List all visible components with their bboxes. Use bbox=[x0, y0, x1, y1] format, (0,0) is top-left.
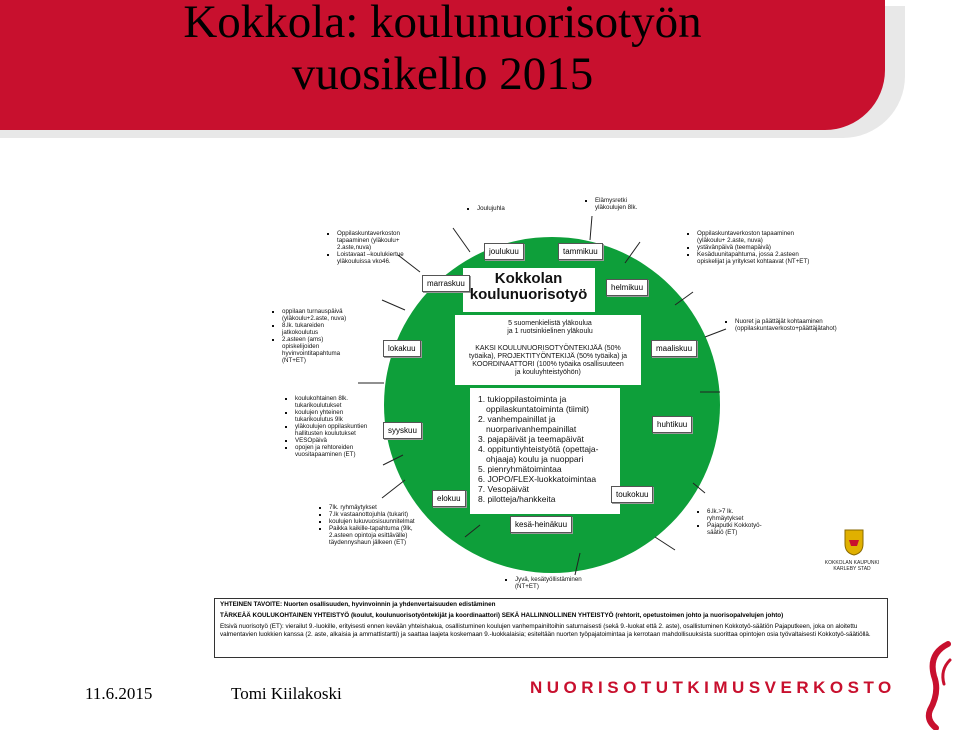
wheel-staff-line2: työaika), PROJEKTITYÖNTEKIJÄ (50% työaika) ja bbox=[469, 353, 627, 360]
note-item: ▪ 2.asteen (ams) opiskelijoiden hyvinvointitapahtuma (NT+ET) bbox=[282, 336, 360, 364]
note-marraskuu bbox=[330, 230, 415, 265]
note-lokakuu bbox=[275, 308, 360, 364]
city-crest-caption bbox=[823, 560, 881, 572]
month-lokakuu: lokakuu bbox=[383, 340, 421, 357]
wheel-staff-line1: KAKSI KOULUNUORISOTYÖNTEKIJÄÄ (50% bbox=[475, 345, 621, 352]
info-box-outreach: Etsivä nuorisotyö (ET): vierailut 9.-luokille, erityisesti ennen kevään yhteishakua, osallistuminen koulujen vanhempainiltoihin saturnaisesti (sekä 9.-luokat että 2. aste), osallistuminen Kokkotyö-säätiön Pajaputkeen, joka on aloitettu valmentavien luokkien kanssa (2. aste, alkaisia ja ammattistartti) ja saattaa laajeta koskemaan 9.-luokkalaisia; esiteltään nuorten työpajatoimintaa ja kerrotaan mahdollisuuksista suorittaa opintojen osia työvaltaisesti Kokkotyö-säätiöllä. bbox=[220, 623, 871, 638]
wheel-title-line1: Kokkolan bbox=[494, 270, 563, 287]
footer-date: 11.6.2015 bbox=[85, 684, 153, 703]
note-item: ▪ opojen ja rehtoreiden vuositapaaminen (ET) bbox=[295, 444, 370, 458]
note-text: yläkoulujen 8lk. bbox=[595, 204, 638, 211]
wheel-intro-line1: 5 suomenkielistä yläkoulua bbox=[508, 320, 592, 327]
note-item: ▪ 8.lk. tukareiden jatkokoulutus bbox=[282, 322, 360, 336]
note-item: ▪ Pajaputki Kokkotyö-säätiö (ET) bbox=[707, 522, 765, 536]
note-joulujuhla bbox=[470, 205, 505, 212]
wheel-activity-list bbox=[478, 394, 599, 504]
note-item: ▪ koulukohtainen 8lk. tukarikoulutukset bbox=[295, 395, 370, 409]
list-item: 5. pienryhmätoimintaa bbox=[478, 464, 562, 474]
brand-wordmark: NUORISOTUTKIMUSVERKOSTO bbox=[530, 678, 896, 697]
month-syyskuu: syyskuu bbox=[383, 422, 422, 439]
month-huhtikuu: huhtikuu bbox=[652, 416, 692, 433]
month-toukokuu: toukokuu bbox=[611, 486, 653, 503]
wheel-intro bbox=[480, 320, 620, 336]
month-elokuu: elokuu bbox=[432, 490, 466, 507]
note-elokuu bbox=[322, 504, 427, 546]
footer-author: Tomi Kiilakoski bbox=[231, 684, 342, 703]
month-joulukuu: joulukuu bbox=[484, 243, 524, 260]
note-item: ▪ ystävänpäivä (teemapäivä) bbox=[697, 244, 810, 251]
note-elamysretki bbox=[588, 197, 668, 211]
note-maaliskuu bbox=[728, 318, 848, 332]
wheel-staff bbox=[455, 345, 641, 377]
month-marraskuu: marraskuu bbox=[422, 275, 470, 292]
month-maaliskuu: maaliskuu bbox=[651, 340, 697, 357]
slide-title-line2: vuosikello 2015 bbox=[291, 48, 594, 100]
list-item: ohjaaja) koulu ja nuoppari bbox=[486, 454, 584, 464]
note-item: ▪ Oppilaskuntaverkoston tapaaminen (yläkoulu+ 2.aste,nuva) bbox=[337, 230, 415, 251]
wheel-staff-line4: ja kouluyhteistyöhön) bbox=[515, 369, 581, 376]
note-text: (NT+ET) bbox=[515, 583, 539, 590]
info-box bbox=[214, 598, 888, 658]
list-item: 4. oppituntiyhteistyötä (opettaja- bbox=[478, 444, 599, 454]
month-tammikuu: tammikuu bbox=[558, 243, 603, 260]
list-item: 1. tukioppilastoiminta ja bbox=[478, 394, 567, 404]
note-item: ▪ Nuoret ja päättäjät kohtaaminen (oppilaskuntaverkosto+päättäjätahot) bbox=[735, 318, 848, 332]
list-item: 7. Vesopäivät bbox=[478, 484, 530, 494]
note-toukokuu bbox=[700, 508, 765, 536]
list-item: oppilaskuntatoiminta (tiimit) bbox=[486, 404, 589, 414]
note-item: ▪ koulujen yhteinen tukarikoulutus 9lk bbox=[295, 409, 370, 423]
note-text: Elämysretki bbox=[595, 197, 627, 204]
slide-title-line1: Kokkola: koulunuorisotyön bbox=[183, 0, 702, 48]
month-kesa-heinakuu: kesä-heinäkuu bbox=[510, 516, 572, 533]
note-tammikuu bbox=[690, 230, 810, 265]
note-item: ▪ Paikka kaikille-tapahtuma (9lk, 2.asteen opintoja esittävälle) täydennyshaun jälkeen (ET) bbox=[329, 525, 427, 546]
list-item: 3. pajapäivät ja teemapäivät bbox=[478, 434, 584, 444]
crest-caption-line1: KOKKOLAN KAUPUNKI bbox=[824, 560, 880, 566]
wheel-intro-line2: ja 1 ruotsinkielinen yläkoulu bbox=[507, 328, 593, 335]
note-item bbox=[595, 197, 668, 211]
note-item: ▪ oppilaan turnauspäivä (yläkoulu+2.aste, nuva) bbox=[282, 308, 360, 322]
list-item: 6. JOPO/FLEX-luokkatoimintaa bbox=[478, 474, 597, 484]
note-item: ▪ 7lk. ryhmäytykset bbox=[329, 504, 427, 511]
note-text: Jyvä, kesätyöllistäminen bbox=[515, 576, 582, 583]
note-item bbox=[515, 576, 598, 590]
month-helmikuu: helmikuu bbox=[606, 279, 648, 296]
wheel-staff-line3: KOORDINAATTORI (100% työaika osallisuuteen bbox=[472, 361, 624, 368]
note-item: ▪ yläkoulujen oppilaskuntien hallitusten koulutukset bbox=[295, 423, 370, 437]
list-item: nuorparivanhempainillat bbox=[486, 424, 577, 434]
note-item: ▪ VESOpäivä bbox=[295, 437, 370, 444]
note-item: ▪ koulujen lukuvuosisuunnitelmat bbox=[329, 518, 427, 525]
note-syyskuu bbox=[288, 395, 370, 458]
note-item: ▪ Oppilaskuntaverkoston tapaaminen (yläkoulu+ 2.aste, nuva) bbox=[697, 230, 810, 244]
list-item: 2. vanhempainillat ja bbox=[478, 414, 556, 424]
wheel-title-line2: koulunuorisotyö bbox=[469, 286, 588, 303]
brand-swirl-icon bbox=[920, 640, 956, 730]
note-item: ▪ Joulujuhla bbox=[477, 205, 505, 212]
city-crest-icon bbox=[843, 528, 865, 556]
crest-caption-line2: KARLEBY STAD bbox=[833, 566, 871, 572]
note-item: ▪ 7.lk vastaanottojuhla (tukarit) bbox=[329, 511, 427, 518]
note-kesa bbox=[508, 576, 598, 590]
note-item: ▪ Kesäduunitapahtuma, jossa 2.asteen opiskelijat ja yritykset kohtaavat (NT+ET) bbox=[697, 251, 810, 265]
note-item: ▪ 6.lk.>7 lk. ryhmäytykset bbox=[707, 508, 765, 522]
info-box-goal: YHTEINEN TAVOITE: Nuorten osallisuuden, hyvinvoinnin ja yhdenvertaisuuden edistäminen bbox=[220, 601, 496, 608]
note-item: ▪ Loistavaat –koulukiertue yläkouluissa vko46. bbox=[337, 251, 415, 265]
list-item: 8. pilotteja/hankkeita bbox=[478, 494, 556, 504]
info-box-cooperation: TÄRKEÄÄ KOULUKOHTAINEN YHTEISTYÖ (koulut, koulunuorisotyöntekijät ja koordinaattori) SEKÄ HALLINNOLLINEN YHTEISTYÖ (rehtorit, opetustoimen johto ja nuorisopalvelujen johto) bbox=[220, 612, 784, 619]
wheel-title bbox=[466, 271, 591, 303]
